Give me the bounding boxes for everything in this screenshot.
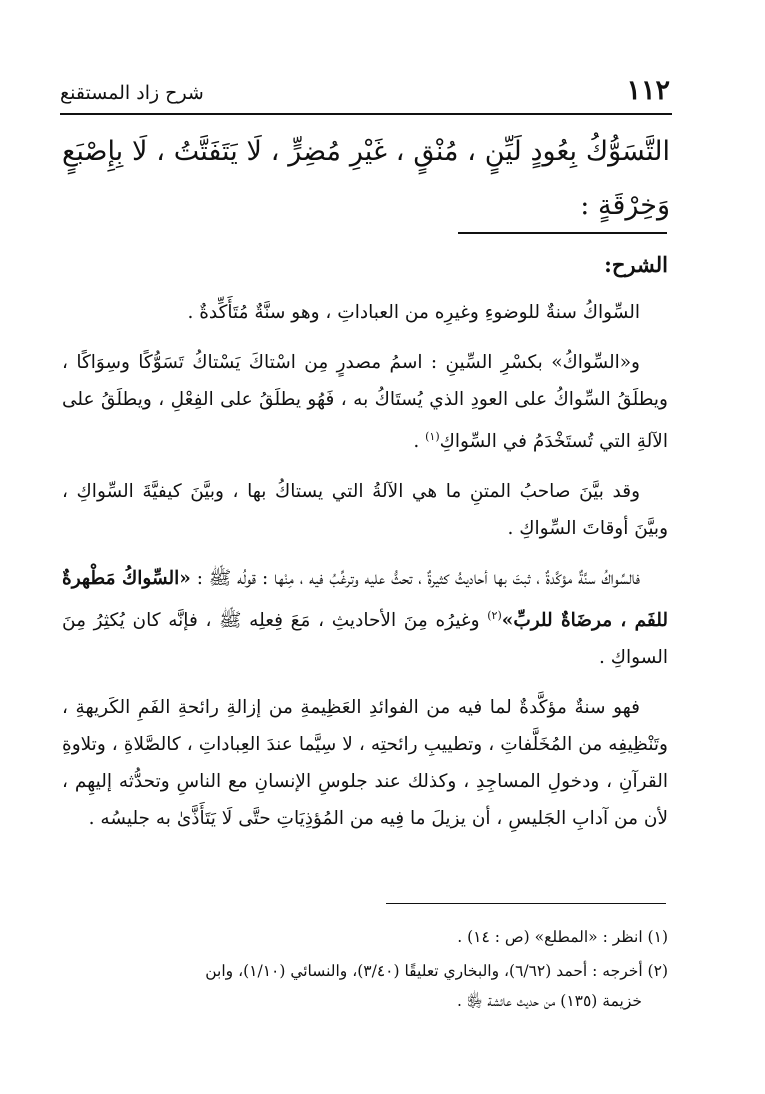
page-number: ١١٢ — [626, 75, 670, 106]
footnote-ref-2: (٢) — [487, 609, 502, 623]
paragraph-4 — [62, 560, 668, 676]
book-title: شرح زاد المستقنع — [60, 82, 204, 104]
matn-separator — [458, 232, 667, 234]
hadith-quote: «السِّواكُ مَطْهرةٌ للفَم ، مرضَاةٌ للربِّ» — [62, 568, 668, 632]
footnote-2 — [62, 956, 668, 1016]
sharh-heading: الشرح: — [604, 252, 668, 277]
footnote-ref-1: (١) — [425, 430, 440, 443]
paragraph-5: فهو سنةٌ مؤكَّدةٌ لما فيه من الفوائدِ العَظِيمةِ من إزالةِ رائحةِ الفَمِ الكَريهةِ ، وتَنْظِيفِه من المُخَلَّفاتِ ، وتطييبِ رائحتِه ، لا سِيَّما عندَ العِباداتِ ، كالصَّلاةِ ، وتلاوةِ القرآنِ ، ودخولِ المساجِدِ ، وكذلك عند جلوسِ الإنسانِ مع الناسِ وتحدُّثه إليهِم ، لأن من آدابِ الجَليسِ ، أن يزيلَ ما فِيه من المُؤذِيَاتِ حتَّى لَا يَتَأَذَّىٰ به جليسُه . — [62, 697, 668, 830]
paragraph-4-text-b: وغيرُه مِنَ الأحاديثِ ، مَعَ فِعلِه ﷺ ، فإنَّه كان يُكثِرُ مِنَ السواكِ . — [62, 610, 668, 669]
sharh-body — [62, 294, 668, 850]
footnote-2-line-2: خزيمة (١٣٥) من حديث عائشة ﵂ . — [456, 992, 642, 1010]
paragraph-4-text-a: فالسِّواكُ سنَّةٌ مؤكَّدةٌ ، ثبتَ بها أحاديثُ كثيرةٌ ، تحثُّ عليه وترغِّبُ فيه ، مِنْها : قولُه ﷺ : — [190, 568, 640, 590]
footnotes — [62, 922, 668, 1020]
header-rule — [60, 113, 672, 115]
paragraph-2-text: و«السِّواكُ» بكسْرِ السِّينِ : اسمُ مصدرٍ مِن اسْتاكَ يَسْتاكُ تَسَوُّكًا وسِوَاكًا ، ويطلَقُ السِّواكُ على العودِ الذي يُستَاكُ به ، فَهُو يطلَقُ على الفِعْلِ ، ويطلَقُ على الآلةِ التي تُستَخْدَمُ في السِّواكِ — [62, 352, 668, 453]
paragraph-3: وقد بيَّنَ صاحبُ المتنِ ما هي الآلةُ التي يستاكُ بها ، وبيَّنَ كيفيَّةَ السِّواكِ ، وبيَّنَ أوقاتَ السِّواكِ . — [62, 481, 668, 540]
paragraph-1: السِّواكُ سنةٌ للوضوءِ وغيرِه من العباداتِ ، وهو سنَّةٌ مُتَأَكِّدةٌ . — [187, 302, 640, 323]
paragraph-2-end: . — [413, 431, 426, 453]
footnote-1: (١) انظر : «المطلع» (ص : ١٤) . — [457, 928, 668, 946]
matn-text: التَّسَوُّكُ بِعُودٍ لَيِّنٍ ، مُنْقٍ ، غَيْرِ مُضِرٍّ ، لَا يَتَفَتَّتُ ، لَا بِإِصْبَعٍ وَخِرْقَةٍ : — [62, 136, 670, 221]
paragraph-2 — [62, 344, 668, 460]
footnote-rule — [386, 903, 666, 904]
running-header — [60, 72, 670, 106]
footnote-2-line-1: (٢) أخرجه : أحمد (٦/٦٢)، والبخاري تعليقًا (٣/٤٠)، والنسائي (١/١٠)، وابن — [205, 962, 668, 980]
